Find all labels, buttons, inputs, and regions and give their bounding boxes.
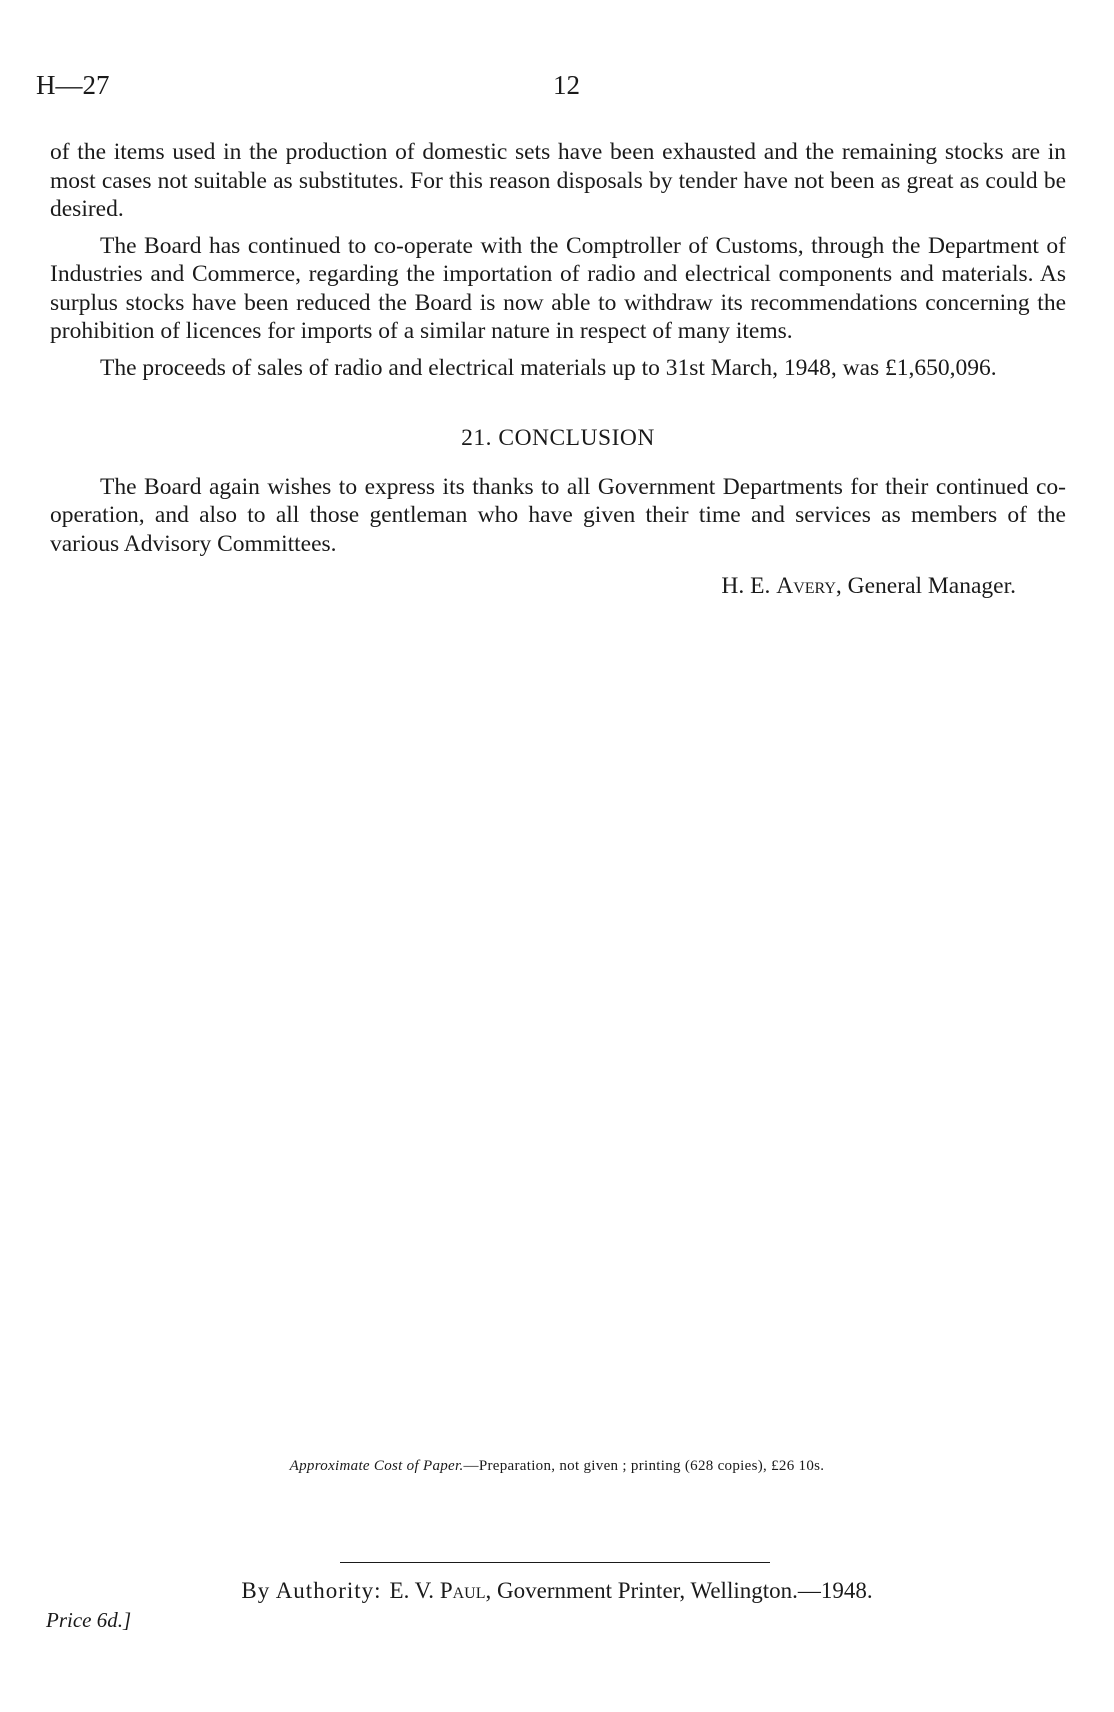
signature-surname: Avery	[776, 573, 836, 599]
printer-authority	[0, 1578, 1114, 1604]
signature-initials: H. E.	[721, 573, 771, 599]
printer-initials: E. V.	[389, 1578, 435, 1603]
paragraph-proceeds: The proceeds of sales of radio and electrical materials up to 31st March, 1948, was £1,650,096.	[100, 354, 997, 381]
paragraph-conclusion: The Board again wishes to express its thanks to all Government Departments for their continued co-operation, and also to all those gentleman who have given their time and services as members of the various Advisory Committees.	[50, 473, 1066, 557]
paragraph-disposals: of the items used in the production of domestic sets have been exhausted and the remaining stocks are in most cases not suitable as substitutes. For this reason disposals by tender have not been as great as could be desired.	[50, 139, 1066, 222]
price-label: Price 6d.]	[46, 1608, 132, 1632]
paragraph-customs: The Board has continued to co-operate with the Comptroller of Customs, through the Department of Industries and Commerce, regarding the importation of radio and electrical components and materials. As surplus stocks have been reduced the Board is now able to withdraw its recommendations concerning the prohibition of licences for imports of a similar nature in respect of many items.	[50, 232, 1066, 344]
cost-lead: Approximate Cost of Paper.	[289, 1458, 464, 1474]
document-reference: H—27	[36, 70, 110, 100]
document-body	[50, 138, 1066, 601]
signature	[50, 572, 1066, 601]
footer-divider	[340, 1562, 770, 1563]
signature-title: , General Manager.	[835, 573, 1016, 599]
cost-detail: —Preparation, not given ; printing (628 copies), £26 10s.	[463, 1458, 825, 1474]
section-heading: 21. CONCLUSION	[461, 425, 655, 451]
cost-of-paper-note	[0, 1458, 1114, 1475]
printer-surname: Paul	[439, 1578, 486, 1603]
printer-rest: , Government Printer, Wellington.—1948.	[485, 1578, 873, 1603]
page-number: 12	[553, 70, 580, 100]
authority-prefix: By Authority:	[241, 1578, 382, 1603]
